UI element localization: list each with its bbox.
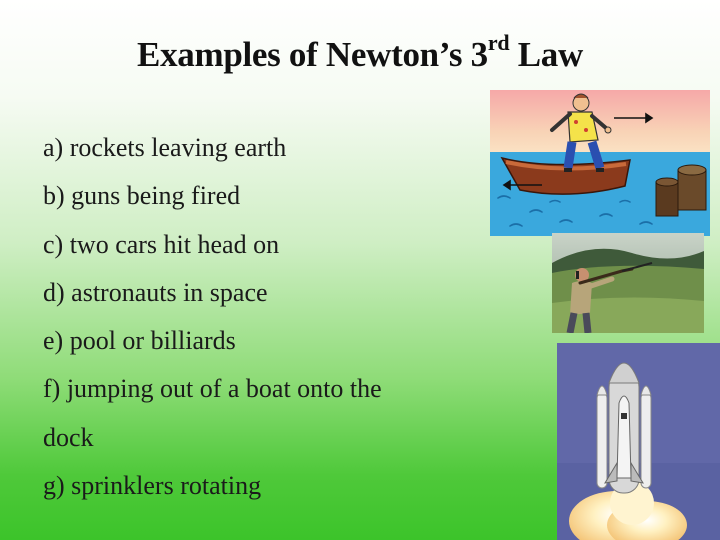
list-item: g) sprinklers rotating	[43, 471, 262, 501]
list-item: f) jumping out of a boat onto the dock	[43, 374, 382, 452]
shotgun-photo	[552, 233, 704, 333]
shuttle-launch-illustration	[557, 343, 720, 540]
title-main: Examples of Newton’s 3	[137, 35, 488, 74]
title-end: Law	[509, 35, 583, 74]
list-item: d) astronauts in space	[43, 277, 268, 307]
list-item: a) rockets leaving earth	[43, 133, 287, 162]
slide-title	[0, 30, 720, 75]
list-item: b) guns being fired	[43, 181, 241, 211]
list-item: c) two cars hit head on	[43, 229, 280, 259]
list-item: e) pool or billiards	[43, 326, 236, 356]
title-superscript: rd	[487, 30, 510, 55]
boat-jump-illustration	[490, 90, 710, 236]
examples-list	[43, 124, 463, 510]
